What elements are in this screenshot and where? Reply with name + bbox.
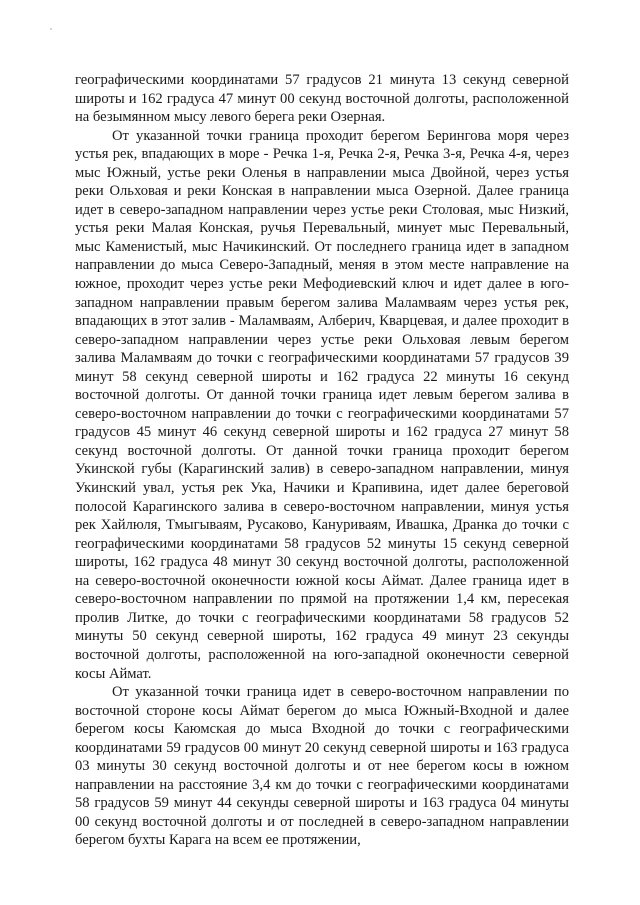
document-body: [75, 71, 569, 850]
paragraph-1: географическими координатами 57 градусов 21 минута 13 секунд северной широты и 162 градуса 47 минут 00 секунд восточной долготы, расположенной на безымянном мысу левого берега реки Озерная.: [75, 72, 569, 126]
paragraph-2: От указанной точки граница проходит берегом Берингова моря через устья рек, впадающих в море - Речка 1-я, Речка 2-я, Речка 3-я, Речка 4-я, через мыс Южный, устье реки Оленья в направлении мыса Двойной, через устья реки Ольховая и реки Конская в направлении мыса Озерной. Далее граница идет в северо-западном направлении через устье реки Столовая, мыс Низкий, устья реки Малая Конская, ручья Перевальный, минует мыс Перевальный, мыс Каменистый, мыс Начикинский. От последнего граница идет в западном направлении до мыса Северо-Западный, меняя в этом месте направление на южное, проходит через устье реки Мефодиевский ключ и идет далее в юго-западном направлении правым берегом залива Маламваям через устья рек, впадающих в этот залив - Маламваям, Алберич, Кварцевая, и далее проходит в северо-западном направлении через устье реки Ольховая левым берегом залива Маламваям до точки с географическими координатами 57 градусов 39 минут 58 секунд северной широты и 162 градуса 22 минуты 16 секунд восточной долготы. От данной точки граница идет левым берегом залива в северо-восточном направлении до точки с географическими координатами 57 градусов 45 минут 46 секунд северной широты и 162 градуса 27 минут 58 секунд восточной долготы. От данной точки граница проходит берегом Укинской губы (Карагинский залив) в северо-западном направлении, минуя Укинский увал, устья рек Ука, Начики и Крапивина, идет далее береговой полосой Карагинского залива в северо-восточном направлении, минуя устья рек Хайлюля, Тмыгываям, Русаково, Кануриваям, Ивашка, Дранка до точки с географическими координатами 58 градусов 52 минуты 15 секунд северной широты, 162 градуса 48 минут 30 секунд восточной долготы, расположенной на северо-восточной оконечности южной косы Аймат. Далее граница идет в северо-восточном направлении по прямой на протяжении 1,4 км, пересекая пролив Литке, до точки с географическими координатами 58 градусов 52 минуты 50 секунд северной широты, 162 градуса 49 минут 23 секунды восточной долготы, расположенной на юго-западной оконечности северной косы Аймат.: [75, 127, 569, 682]
scan-speck: [50, 28, 52, 30]
paragraph-3: От указанной точки граница идет в северо-восточном направлении по восточной стороне косы Аймат берегом до мыса Южный-Входной и далее берегом косы Каюмская до мыса Входной до точки с географическими координатами 59 градусов 00 минут 20 секунд северной широты и 163 градуса 03 минуты 30 секунд восточной долготы и от нее берегом косы в южном направлении на расстояние 3,4 км до точки с географическими координатами 58 градусов 59 минут 44 секунды северной широты и 163 градуса 04 минуты 00 секунд восточной долготы и от последней в северо-западном направлении берегом бухты Карага на всем ее протяжении,: [75, 684, 569, 849]
